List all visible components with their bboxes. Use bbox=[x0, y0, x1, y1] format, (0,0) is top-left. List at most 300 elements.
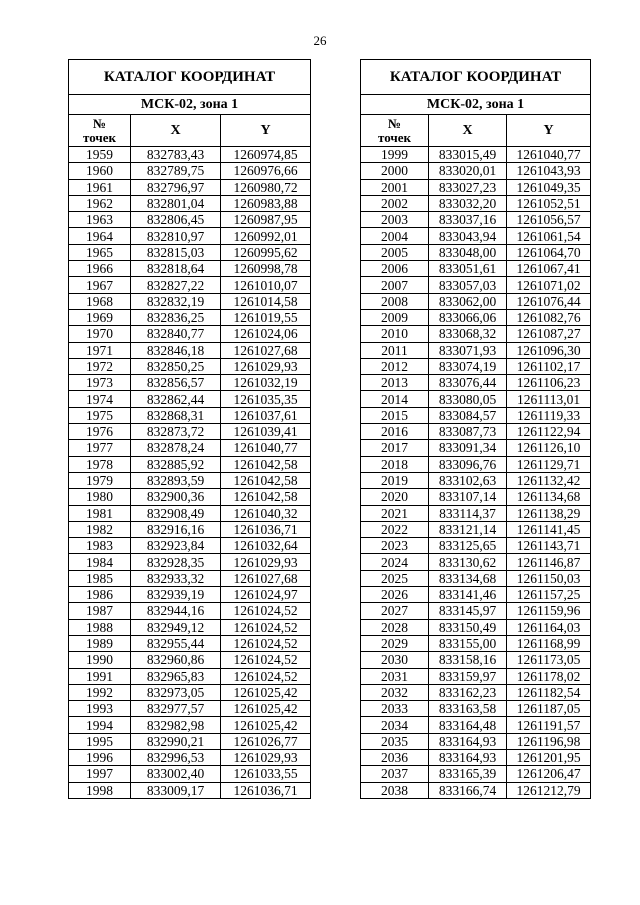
cell-y: 1261042,58 bbox=[221, 456, 311, 472]
cell-x: 833159,97 bbox=[429, 668, 507, 684]
cell-x: 833107,14 bbox=[429, 489, 507, 505]
cell-point-number: 2020 bbox=[361, 489, 429, 505]
cell-y: 1261042,58 bbox=[221, 489, 311, 505]
cell-point-number: 1983 bbox=[69, 538, 131, 554]
column-header-point-number bbox=[69, 115, 131, 147]
cell-x: 833062,00 bbox=[429, 293, 507, 309]
table-row bbox=[361, 195, 591, 211]
cell-x: 833027,23 bbox=[429, 179, 507, 195]
table-row bbox=[69, 212, 311, 228]
cell-point-number: 2017 bbox=[361, 440, 429, 456]
column-header-y: Y bbox=[221, 115, 311, 147]
cell-x: 832885,92 bbox=[131, 456, 221, 472]
cell-x: 832973,05 bbox=[131, 684, 221, 700]
cell-x: 832996,53 bbox=[131, 749, 221, 765]
cell-point-number: 2005 bbox=[361, 244, 429, 260]
cell-point-number: 2019 bbox=[361, 472, 429, 488]
cell-point-number: 2026 bbox=[361, 587, 429, 603]
column-header-y: Y bbox=[507, 115, 591, 147]
cell-y: 1261122,94 bbox=[507, 424, 591, 440]
cell-x: 833051,61 bbox=[429, 261, 507, 277]
page-number: 26 bbox=[313, 33, 327, 48]
cell-point-number: 2016 bbox=[361, 424, 429, 440]
table-row bbox=[69, 733, 311, 749]
cell-y: 1261159,96 bbox=[507, 603, 591, 619]
cell-point-number: 1979 bbox=[69, 472, 131, 488]
table-row bbox=[361, 733, 591, 749]
cell-point-number: 1997 bbox=[69, 766, 131, 782]
table-row bbox=[361, 326, 591, 342]
cell-y: 1261061,54 bbox=[507, 228, 591, 244]
cell-x: 832796,97 bbox=[131, 179, 221, 195]
cell-x: 832908,49 bbox=[131, 505, 221, 521]
table-subtitle: МСК-02, зона 1 bbox=[361, 95, 591, 115]
cell-point-number: 1992 bbox=[69, 684, 131, 700]
cell-x: 832783,43 bbox=[131, 147, 221, 163]
cell-x: 832801,04 bbox=[131, 195, 221, 211]
cell-y: 1261141,45 bbox=[507, 521, 591, 537]
cell-y: 1261056,57 bbox=[507, 212, 591, 228]
cell-x: 833162,23 bbox=[429, 684, 507, 700]
cell-point-number: 2038 bbox=[361, 782, 429, 798]
cell-x: 833158,16 bbox=[429, 652, 507, 668]
cell-point-number: 1995 bbox=[69, 733, 131, 749]
table-row bbox=[69, 261, 311, 277]
cell-y: 1261029,93 bbox=[221, 749, 311, 765]
cell-x: 833015,49 bbox=[429, 147, 507, 163]
cell-x: 832939,19 bbox=[131, 587, 221, 603]
column-header-number-sign: № bbox=[92, 115, 107, 131]
cell-y: 1261042,58 bbox=[221, 472, 311, 488]
cell-point-number: 1976 bbox=[69, 424, 131, 440]
cell-x: 833057,03 bbox=[429, 277, 507, 293]
cell-y: 1261024,52 bbox=[221, 619, 311, 635]
table-row bbox=[69, 375, 311, 391]
table-row bbox=[361, 570, 591, 586]
cell-point-number: 2003 bbox=[361, 212, 429, 228]
table-row bbox=[361, 701, 591, 717]
cell-x: 832832,19 bbox=[131, 293, 221, 309]
table-row bbox=[69, 309, 311, 325]
table-row bbox=[361, 163, 591, 179]
cell-y: 1261143,71 bbox=[507, 538, 591, 554]
cell-x: 833141,46 bbox=[429, 587, 507, 603]
cell-y: 1261029,93 bbox=[221, 358, 311, 374]
table-row bbox=[69, 538, 311, 554]
cell-x: 833080,05 bbox=[429, 391, 507, 407]
cell-x: 832977,57 bbox=[131, 701, 221, 717]
cell-y: 1261168,99 bbox=[507, 635, 591, 651]
cell-x: 833032,20 bbox=[429, 195, 507, 211]
cell-y: 1261032,19 bbox=[221, 375, 311, 391]
cell-point-number: 2036 bbox=[361, 749, 429, 765]
column-header-point-number bbox=[361, 115, 429, 147]
cell-point-number: 2028 bbox=[361, 619, 429, 635]
table-row bbox=[69, 179, 311, 195]
table-row bbox=[361, 489, 591, 505]
cell-x: 832933,32 bbox=[131, 570, 221, 586]
table-row bbox=[361, 472, 591, 488]
cell-point-number: 2008 bbox=[361, 293, 429, 309]
cell-y: 1261191,57 bbox=[507, 717, 591, 733]
table-subtitle: МСК-02, зона 1 bbox=[69, 95, 311, 115]
cell-point-number: 1989 bbox=[69, 635, 131, 651]
cell-x: 833150,49 bbox=[429, 619, 507, 635]
cell-point-number: 1959 bbox=[69, 147, 131, 163]
table-row bbox=[69, 424, 311, 440]
cell-y: 1261071,02 bbox=[507, 277, 591, 293]
cell-x: 833037,16 bbox=[429, 212, 507, 228]
cell-point-number: 1965 bbox=[69, 244, 131, 260]
cell-y: 1261033,55 bbox=[221, 766, 311, 782]
cell-x: 833074,19 bbox=[429, 358, 507, 374]
cell-point-number: 2032 bbox=[361, 684, 429, 700]
table-row bbox=[361, 440, 591, 456]
cell-point-number: 1987 bbox=[69, 603, 131, 619]
cell-point-number: 1969 bbox=[69, 309, 131, 325]
table-row bbox=[69, 684, 311, 700]
cell-x: 832944,16 bbox=[131, 603, 221, 619]
cell-y: 1261024,52 bbox=[221, 603, 311, 619]
cell-point-number: 2023 bbox=[361, 538, 429, 554]
cell-y: 1261036,71 bbox=[221, 782, 311, 798]
cell-point-number: 1964 bbox=[69, 228, 131, 244]
table-row bbox=[361, 358, 591, 374]
cell-y: 1260995,62 bbox=[221, 244, 311, 260]
cell-point-number: 2013 bbox=[361, 375, 429, 391]
table-row bbox=[69, 635, 311, 651]
cell-point-number: 2007 bbox=[361, 277, 429, 293]
cell-x: 832827,22 bbox=[131, 277, 221, 293]
cell-x: 833164,93 bbox=[429, 733, 507, 749]
cell-y: 1261119,33 bbox=[507, 407, 591, 423]
cell-y: 1261157,25 bbox=[507, 587, 591, 603]
cell-point-number: 2021 bbox=[361, 505, 429, 521]
cell-point-number: 2018 bbox=[361, 456, 429, 472]
cell-x: 832840,77 bbox=[131, 326, 221, 342]
table-row bbox=[361, 342, 591, 358]
cell-y: 1261024,52 bbox=[221, 652, 311, 668]
cell-y: 1261076,44 bbox=[507, 293, 591, 309]
cell-y: 1261082,76 bbox=[507, 309, 591, 325]
cell-y: 1261040,77 bbox=[221, 440, 311, 456]
cell-y: 1261132,42 bbox=[507, 472, 591, 488]
table-row bbox=[361, 391, 591, 407]
cell-point-number: 2006 bbox=[361, 261, 429, 277]
table-row bbox=[361, 179, 591, 195]
table-row bbox=[361, 309, 591, 325]
cell-point-number: 2022 bbox=[361, 521, 429, 537]
cell-y: 1260980,72 bbox=[221, 179, 311, 195]
cell-x: 832893,59 bbox=[131, 472, 221, 488]
cell-x: 833114,37 bbox=[429, 505, 507, 521]
cell-point-number: 2031 bbox=[361, 668, 429, 684]
table-row bbox=[361, 749, 591, 765]
cell-point-number: 1968 bbox=[69, 293, 131, 309]
cell-y: 1261039,41 bbox=[221, 424, 311, 440]
table-body-right bbox=[361, 147, 591, 799]
cell-x: 832818,64 bbox=[131, 261, 221, 277]
cell-point-number: 2000 bbox=[361, 163, 429, 179]
table-row bbox=[69, 326, 311, 342]
table-row bbox=[361, 147, 591, 163]
table-row bbox=[69, 358, 311, 374]
cell-point-number: 1984 bbox=[69, 554, 131, 570]
cell-point-number: 1980 bbox=[69, 489, 131, 505]
cell-y: 1261164,03 bbox=[507, 619, 591, 635]
table-row bbox=[69, 603, 311, 619]
cell-point-number: 2002 bbox=[361, 195, 429, 211]
cell-x: 832810,97 bbox=[131, 228, 221, 244]
table-row bbox=[361, 603, 591, 619]
table-row bbox=[361, 538, 591, 554]
table-row bbox=[69, 668, 311, 684]
table-row bbox=[361, 375, 591, 391]
coordinate-table-right bbox=[360, 59, 591, 799]
cell-y: 1261113,01 bbox=[507, 391, 591, 407]
cell-point-number: 1990 bbox=[69, 652, 131, 668]
column-header-points-label: точек bbox=[83, 129, 116, 145]
cell-x: 832949,12 bbox=[131, 619, 221, 635]
cell-x: 832806,45 bbox=[131, 212, 221, 228]
cell-y: 1261178,02 bbox=[507, 668, 591, 684]
table-row bbox=[69, 521, 311, 537]
column-header-points-label: точек bbox=[378, 129, 411, 145]
table-row bbox=[69, 342, 311, 358]
cell-x: 832789,75 bbox=[131, 163, 221, 179]
cell-point-number: 2015 bbox=[361, 407, 429, 423]
table-row bbox=[69, 782, 311, 798]
cell-x: 832923,84 bbox=[131, 538, 221, 554]
table-row bbox=[361, 521, 591, 537]
cell-y: 1261040,32 bbox=[221, 505, 311, 521]
cell-y: 1261129,71 bbox=[507, 456, 591, 472]
table-row bbox=[69, 717, 311, 733]
cell-y: 1261037,61 bbox=[221, 407, 311, 423]
cell-y: 1260998,78 bbox=[221, 261, 311, 277]
cell-point-number: 1991 bbox=[69, 668, 131, 684]
cell-y: 1261146,87 bbox=[507, 554, 591, 570]
cell-x: 833048,00 bbox=[429, 244, 507, 260]
cell-x: 833163,58 bbox=[429, 701, 507, 717]
table-row bbox=[69, 407, 311, 423]
cell-y: 1261064,70 bbox=[507, 244, 591, 260]
cell-point-number: 1973 bbox=[69, 375, 131, 391]
cell-y: 1261049,35 bbox=[507, 179, 591, 195]
cell-x: 833164,48 bbox=[429, 717, 507, 733]
table-row bbox=[69, 244, 311, 260]
cell-point-number: 2011 bbox=[361, 342, 429, 358]
table-row bbox=[69, 554, 311, 570]
cell-x: 833134,68 bbox=[429, 570, 507, 586]
table-row bbox=[69, 277, 311, 293]
cell-x: 832815,03 bbox=[131, 244, 221, 260]
cell-y: 1261032,64 bbox=[221, 538, 311, 554]
table-title: КАТАЛОГ КООРДИНАТ bbox=[361, 60, 591, 95]
cell-point-number: 2010 bbox=[361, 326, 429, 342]
cell-y: 1260992,01 bbox=[221, 228, 311, 244]
table-row bbox=[361, 652, 591, 668]
cell-point-number: 1982 bbox=[69, 521, 131, 537]
table-row bbox=[361, 619, 591, 635]
cell-y: 1261102,17 bbox=[507, 358, 591, 374]
cell-point-number: 1977 bbox=[69, 440, 131, 456]
cell-x: 833145,97 bbox=[429, 603, 507, 619]
cell-x: 832850,25 bbox=[131, 358, 221, 374]
cell-y: 1261196,98 bbox=[507, 733, 591, 749]
table-row bbox=[69, 505, 311, 521]
cell-y: 1261212,79 bbox=[507, 782, 591, 798]
cell-y: 1261201,95 bbox=[507, 749, 591, 765]
cell-point-number: 1994 bbox=[69, 717, 131, 733]
cell-x: 833002,40 bbox=[131, 766, 221, 782]
cell-y: 1261029,93 bbox=[221, 554, 311, 570]
cell-y: 1261024,52 bbox=[221, 668, 311, 684]
cell-x: 833091,34 bbox=[429, 440, 507, 456]
cell-x: 833102,63 bbox=[429, 472, 507, 488]
table-row bbox=[361, 261, 591, 277]
cell-x: 833066,06 bbox=[429, 309, 507, 325]
cell-x: 833087,73 bbox=[429, 424, 507, 440]
cell-point-number: 1967 bbox=[69, 277, 131, 293]
table-row bbox=[69, 147, 311, 163]
cell-y: 1261052,51 bbox=[507, 195, 591, 211]
table-row bbox=[69, 456, 311, 472]
table-row bbox=[361, 244, 591, 260]
cell-y: 1261025,42 bbox=[221, 701, 311, 717]
table-row bbox=[361, 554, 591, 570]
cell-y: 1261036,71 bbox=[221, 521, 311, 537]
cell-point-number: 1975 bbox=[69, 407, 131, 423]
table-row bbox=[69, 472, 311, 488]
cell-x: 833009,17 bbox=[131, 782, 221, 798]
cell-y: 1261024,97 bbox=[221, 587, 311, 603]
cell-y: 1261026,77 bbox=[221, 733, 311, 749]
cell-x: 833071,93 bbox=[429, 342, 507, 358]
cell-point-number: 1960 bbox=[69, 163, 131, 179]
cell-y: 1261027,68 bbox=[221, 342, 311, 358]
cell-x: 833068,32 bbox=[429, 326, 507, 342]
table-row bbox=[361, 228, 591, 244]
cell-point-number: 1996 bbox=[69, 749, 131, 765]
table-row bbox=[69, 440, 311, 456]
table-row bbox=[361, 505, 591, 521]
cell-y: 1261182,54 bbox=[507, 684, 591, 700]
cell-point-number: 1961 bbox=[69, 179, 131, 195]
cell-x: 833164,93 bbox=[429, 749, 507, 765]
table-body-left bbox=[69, 147, 311, 799]
cell-x: 832862,44 bbox=[131, 391, 221, 407]
cell-y: 1261040,77 bbox=[507, 147, 591, 163]
table-row bbox=[361, 293, 591, 309]
cell-point-number: 1985 bbox=[69, 570, 131, 586]
cell-point-number: 2035 bbox=[361, 733, 429, 749]
cell-x: 833125,65 bbox=[429, 538, 507, 554]
table-row bbox=[361, 587, 591, 603]
cell-y: 1261014,58 bbox=[221, 293, 311, 309]
table-row bbox=[69, 587, 311, 603]
table-row bbox=[361, 717, 591, 733]
cell-point-number: 2025 bbox=[361, 570, 429, 586]
cell-point-number: 1999 bbox=[361, 147, 429, 163]
cell-y: 1261035,35 bbox=[221, 391, 311, 407]
cell-point-number: 1962 bbox=[69, 195, 131, 211]
cell-y: 1261010,07 bbox=[221, 277, 311, 293]
cell-y: 1260974,85 bbox=[221, 147, 311, 163]
table-row bbox=[361, 277, 591, 293]
cell-x: 832928,35 bbox=[131, 554, 221, 570]
cell-point-number: 1986 bbox=[69, 587, 131, 603]
cell-x: 832955,44 bbox=[131, 635, 221, 651]
cell-y: 1260976,66 bbox=[221, 163, 311, 179]
table-row bbox=[69, 163, 311, 179]
cell-x: 833165,39 bbox=[429, 766, 507, 782]
table-row bbox=[361, 766, 591, 782]
cell-x: 832965,83 bbox=[131, 668, 221, 684]
cell-point-number: 2033 bbox=[361, 701, 429, 717]
table-row bbox=[69, 652, 311, 668]
cell-point-number: 1966 bbox=[69, 261, 131, 277]
cell-point-number: 2030 bbox=[361, 652, 429, 668]
cell-point-number: 2034 bbox=[361, 717, 429, 733]
cell-y: 1261138,29 bbox=[507, 505, 591, 521]
cell-point-number: 2027 bbox=[361, 603, 429, 619]
cell-y: 1261067,41 bbox=[507, 261, 591, 277]
cell-x: 832878,24 bbox=[131, 440, 221, 456]
table-row bbox=[69, 391, 311, 407]
cell-y: 1261134,68 bbox=[507, 489, 591, 505]
cell-point-number: 2004 bbox=[361, 228, 429, 244]
table-row bbox=[69, 293, 311, 309]
cell-x: 833166,74 bbox=[429, 782, 507, 798]
cell-x: 832856,57 bbox=[131, 375, 221, 391]
cell-point-number: 2037 bbox=[361, 766, 429, 782]
cell-point-number: 1998 bbox=[69, 782, 131, 798]
cell-point-number: 2009 bbox=[361, 309, 429, 325]
cell-x: 833076,44 bbox=[429, 375, 507, 391]
table-row bbox=[361, 635, 591, 651]
cell-point-number: 2024 bbox=[361, 554, 429, 570]
column-header-number-sign: № bbox=[387, 115, 402, 131]
cell-point-number: 1963 bbox=[69, 212, 131, 228]
cell-x: 832900,36 bbox=[131, 489, 221, 505]
table-row bbox=[69, 749, 311, 765]
cell-x: 833155,00 bbox=[429, 635, 507, 651]
cell-y: 1260983,88 bbox=[221, 195, 311, 211]
table-row bbox=[69, 570, 311, 586]
cell-point-number: 1972 bbox=[69, 358, 131, 374]
cell-y: 1261187,05 bbox=[507, 701, 591, 717]
cell-x: 832990,21 bbox=[131, 733, 221, 749]
cell-point-number: 1974 bbox=[69, 391, 131, 407]
table-row bbox=[361, 684, 591, 700]
cell-y: 1261025,42 bbox=[221, 684, 311, 700]
cell-point-number: 1988 bbox=[69, 619, 131, 635]
cell-y: 1261126,10 bbox=[507, 440, 591, 456]
cell-x: 832982,98 bbox=[131, 717, 221, 733]
cell-y: 1261019,55 bbox=[221, 309, 311, 325]
cell-y: 1261106,23 bbox=[507, 375, 591, 391]
cell-x: 833020,01 bbox=[429, 163, 507, 179]
cell-point-number: 1971 bbox=[69, 342, 131, 358]
cell-x: 833121,14 bbox=[429, 521, 507, 537]
table-row bbox=[69, 766, 311, 782]
column-header-x: X bbox=[131, 115, 221, 147]
cell-y: 1260987,95 bbox=[221, 212, 311, 228]
cell-point-number: 1993 bbox=[69, 701, 131, 717]
cell-point-number: 2014 bbox=[361, 391, 429, 407]
cell-y: 1261043,93 bbox=[507, 163, 591, 179]
